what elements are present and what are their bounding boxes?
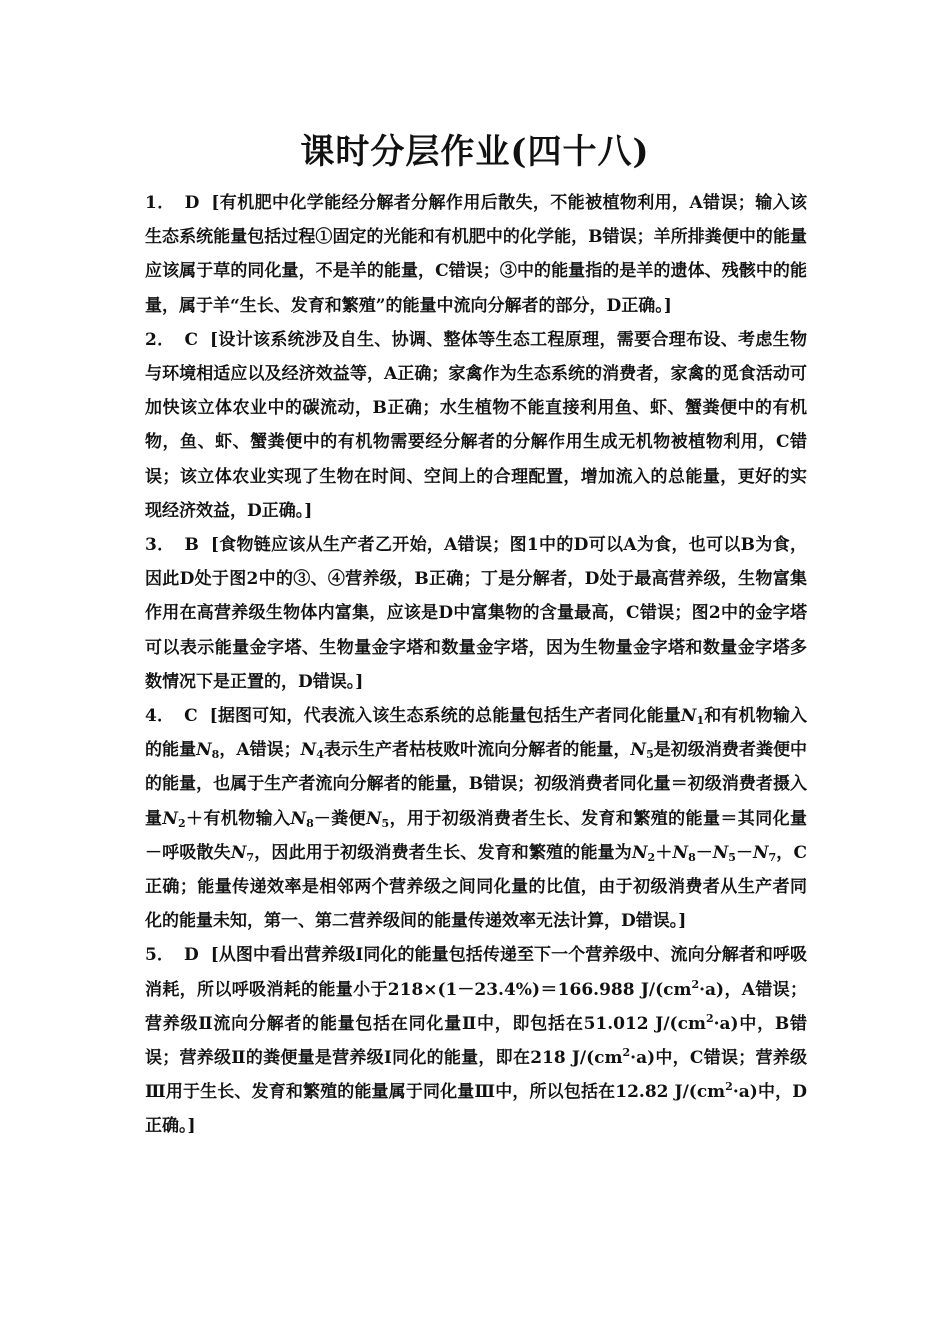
question-number: 3． (145, 535, 175, 556)
variable-n: N (365, 808, 382, 829)
answer-letter: D (184, 193, 200, 213)
explanation-part: 表示生产者枯枝败叶流向分解者的能量， (323, 740, 631, 761)
superscript: 2 (705, 1011, 714, 1025)
explanation-part: 和有机物输入的能量 (145, 706, 808, 761)
operator: － (735, 842, 753, 863)
subscript: 5 (381, 816, 390, 830)
variable-n: N (712, 842, 729, 863)
explanation-part: ＋有机物输入 (185, 808, 291, 829)
variable-n: N (230, 842, 247, 863)
subscript: 8 (306, 816, 314, 830)
superscript: 2 (691, 977, 700, 991)
operator: － (695, 842, 713, 863)
explanation-part: ·a)中，D正确。] (145, 1082, 807, 1137)
explanation-part: ，用于初级消费者生长、发育和繁殖的能量＝其同化量－呼吸散失 (145, 808, 808, 863)
subscript: 2 (177, 816, 186, 830)
explanation-part: ·a)，A错误；营养级Ⅱ流向分解者的能量包括在同化量Ⅱ中，即包括在51.012 J/(cm (145, 979, 807, 1034)
explanation: [设计该系统涉及自生、协调、整体等生态工程原理，需要合理布设、考虑生物与环境相适应以及经济效益等，A正确；家禽作为生态系统的消费者，家禽的觅食活动可加快该立体农业中的碳流动，B正确；水生植物不能直接利用鱼、虾、蟹粪便中的有机物，鱼、虾、蟹粪便中的有机物需要经分解者的分解作用生成无机物被植物利用，C错误；该立体农业实现了生物在时间、空间上的合理配置，增加流入的总能量，更好的实现经济效益，D正确。] (145, 329, 807, 521)
page-title: 课时分层作业(四十八) (300, 132, 650, 172)
variable-n: N (162, 808, 178, 829)
question-number: 5． (145, 945, 174, 966)
answer-letter: C (184, 329, 199, 350)
subscript: 7 (246, 850, 255, 864)
explanation: [有机肥中化学能经分解者分解作用后散失，不能被植物利用，A错误；输入该生态系统能量包括过程①固定的光能和有机肥中的化学能，B错误；羊所排粪便中的能量应该属于草的同化量，不是羊的能量，C错误；③中的能量指的是羊的遗体、残骸中的能量，属于羊“生长、发育和繁殖”的能量中流向分解者的部分，D正确。] (145, 193, 807, 316)
subscript: 5 (728, 850, 736, 864)
subscript: 7 (768, 850, 777, 864)
subscript: 2 (647, 850, 656, 864)
variable-n: N (290, 808, 307, 829)
explanation: [食物链应该从生产者乙开始，A错误；图1中的D可以A为食，也可以B为食，因此D处于图2中的③、④营养级，B正确；丁是分解者，D处于最高营养级，生物富集作用在高营养级生物体内富集，应该是D中富集物的含量最高，C错误；图2中的金字塔可以表示能量金字塔、生物量金字塔和数量金字塔，因为生物量金字塔和数量金字塔多数情况下是正置的，D错误。] (145, 535, 807, 692)
answer-item-2 (145, 323, 807, 528)
subscript: 8 (211, 748, 220, 762)
variable-n: N (752, 842, 769, 863)
explanation-part: ·a)中，C错误；营养级Ⅲ用于生长、发育和繁殖的能量属于同化量Ⅲ中，所以包括在12.82 J/(cm (145, 1048, 807, 1103)
subscript: 1 (696, 714, 705, 728)
answer-letter: B (184, 535, 199, 556)
subscript: 4 (316, 748, 324, 762)
question-number: 2． (145, 329, 175, 350)
subscript: 5 (646, 748, 654, 762)
explanation-part: [从图中看出营养级Ⅰ同化的能量包括传递至下一个营养级中、流向分解者和呼吸消耗，所以呼吸消耗的能量小于218×(1－23.4%)＝166.988 J/(cm (145, 945, 807, 1000)
operator: ＋ (655, 842, 673, 863)
variable-n: N (631, 842, 648, 863)
variable-n: N (672, 842, 689, 863)
answer-item-5 (145, 938, 807, 1143)
superscript: 2 (622, 1046, 631, 1060)
explanation-part: ，因此用于初级消费者生长、发育和繁殖的能量为 (254, 842, 632, 863)
answer-letter: D (183, 945, 199, 966)
variable-n: N (630, 740, 647, 761)
explanation-part: 是初级消费者粪便中的能量，也属于生产者流向分解者的能量，B错误；初级消费者同化量＝初级消费者摄入量 (145, 740, 808, 829)
answer-list (145, 186, 807, 1144)
answer-item-1 (145, 186, 807, 323)
subscript: 8 (688, 850, 696, 864)
question-number: 4． (145, 706, 175, 727)
variable-n: N (680, 706, 697, 727)
answer-item-4 (145, 699, 807, 938)
answer-item-3 (145, 528, 807, 699)
variable-n: N (196, 740, 212, 761)
question-number: 1． (145, 193, 175, 213)
answer-letter: C (184, 706, 198, 727)
explanation-part: ·a)中，B错误；营养级Ⅱ的粪便量是营养级Ⅰ同化的能量，即在218 J/(cm (145, 1013, 807, 1069)
superscript: 2 (725, 1080, 733, 1094)
variable-n: N (300, 740, 317, 761)
explanation-part: [据图可知，代表流入该生态系统的总能量包括生产者同化能量 (209, 706, 681, 727)
explanation-part: ，A错误； (219, 740, 301, 761)
explanation-part: ，C正确；能量传递效率是相邻两个营养级之间同化量的比值，由于初级消费者从生产者同化的能量未知，第一、第二营养级间的能量传递效率无法计算，D错误。] (145, 842, 808, 932)
explanation-part: －粪便 (313, 808, 366, 829)
